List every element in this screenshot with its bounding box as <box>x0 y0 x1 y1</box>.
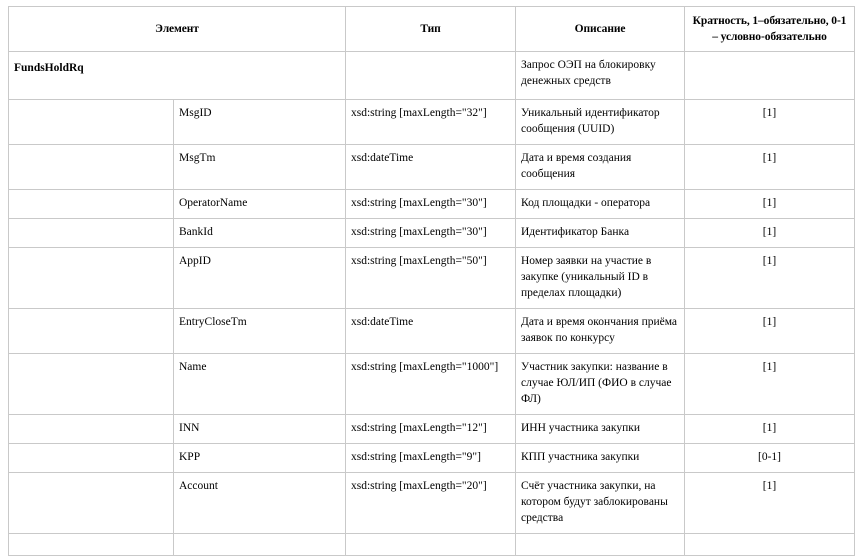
element-type: xsd:dateTime <box>346 145 516 190</box>
column-header-description: Описание <box>516 7 685 52</box>
table-row <box>9 473 855 534</box>
element-description-cell <box>516 534 685 556</box>
indent-cell <box>9 219 174 248</box>
table-row <box>9 354 855 415</box>
element-name: KPP <box>174 444 346 473</box>
element-name: OperatorName <box>174 190 346 219</box>
indent-cell <box>9 309 174 354</box>
element-description: Идентификатор Банка <box>516 219 685 248</box>
element-multiplicity: [1] <box>685 248 855 309</box>
element-type: xsd:string [maxLength="20"] <box>346 473 516 534</box>
element-multiplicity: [1] <box>685 354 855 415</box>
element-name-cell <box>174 534 346 556</box>
element-name: MsgTm <box>174 145 346 190</box>
element-description: КПП участника закупки <box>516 444 685 473</box>
element-name: Account <box>174 473 346 534</box>
element-multiplicity: [1] <box>685 415 855 444</box>
root-multiplicity-cell <box>685 52 855 100</box>
element-name: BankId <box>174 219 346 248</box>
column-header-element: Элемент <box>9 7 346 52</box>
element-multiplicity: [0-1] <box>685 444 855 473</box>
element-name: AppID <box>174 248 346 309</box>
element-description: Дата и время окончания приёма заявок по конкурсу <box>516 309 685 354</box>
indent-cell <box>9 100 174 145</box>
element-description: ИНН участника закупки <box>516 415 685 444</box>
element-name: MsgID <box>174 100 346 145</box>
element-type: xsd:string [maxLength="1000"] <box>346 354 516 415</box>
root-type-cell <box>346 52 516 100</box>
element-multiplicity: [1] <box>685 190 855 219</box>
element-description: Номер заявки на участие в закупке (уникальный ID в пределах площадки) <box>516 248 685 309</box>
header-row <box>9 7 855 52</box>
element-type: xsd:string [maxLength="50"] <box>346 248 516 309</box>
table-row-partial <box>9 534 855 556</box>
element-name: INN <box>174 415 346 444</box>
table-row <box>9 100 855 145</box>
table-row-root <box>9 52 855 100</box>
element-description: Дата и время создания сообщения <box>516 145 685 190</box>
indent-cell <box>9 444 174 473</box>
column-header-multiplicity: Кратность, 1–обязательно, 0-1 – условно-обязательно <box>685 7 855 52</box>
element-description: Уникальный идентификатор сообщения (UUID) <box>516 100 685 145</box>
indent-cell <box>9 534 174 556</box>
element-description: Участник закупки: название в случае ЮЛ/ИП (ФИО в случае ФЛ) <box>516 354 685 415</box>
root-element-name: FundsHoldRq <box>9 52 346 100</box>
element-multiplicity: [1] <box>685 219 855 248</box>
element-multiplicity: [1] <box>685 309 855 354</box>
element-type: xsd:string [maxLength="9"] <box>346 444 516 473</box>
element-description: Счёт участника закупки, на котором будут заблокированы средства <box>516 473 685 534</box>
indent-cell <box>9 190 174 219</box>
element-type: xsd:string [maxLength="12"] <box>346 415 516 444</box>
element-multiplicity: [1] <box>685 100 855 145</box>
table-row <box>9 248 855 309</box>
element-type: xsd:string [maxLength="30"] <box>346 190 516 219</box>
spec-table <box>8 6 855 556</box>
element-multiplicity-cell <box>685 534 855 556</box>
indent-cell <box>9 354 174 415</box>
element-type: xsd:dateTime <box>346 309 516 354</box>
table-row <box>9 190 855 219</box>
table-row <box>9 219 855 248</box>
table-row <box>9 309 855 354</box>
column-header-type: Тип <box>346 7 516 52</box>
indent-cell <box>9 473 174 534</box>
element-multiplicity: [1] <box>685 473 855 534</box>
root-description: Запрос ОЭП на блокировку денежных средств <box>516 52 685 100</box>
element-description: Код площадки - оператора <box>516 190 685 219</box>
table-row <box>9 444 855 473</box>
element-multiplicity: [1] <box>685 145 855 190</box>
element-type-cell <box>346 534 516 556</box>
element-name: EntryCloseTm <box>174 309 346 354</box>
indent-cell <box>9 145 174 190</box>
table-row <box>9 415 855 444</box>
element-type: xsd:string [maxLength="32"] <box>346 100 516 145</box>
element-type: xsd:string [maxLength="30"] <box>346 219 516 248</box>
indent-cell <box>9 415 174 444</box>
element-name: Name <box>174 354 346 415</box>
indent-cell <box>9 248 174 309</box>
table-row <box>9 145 855 190</box>
